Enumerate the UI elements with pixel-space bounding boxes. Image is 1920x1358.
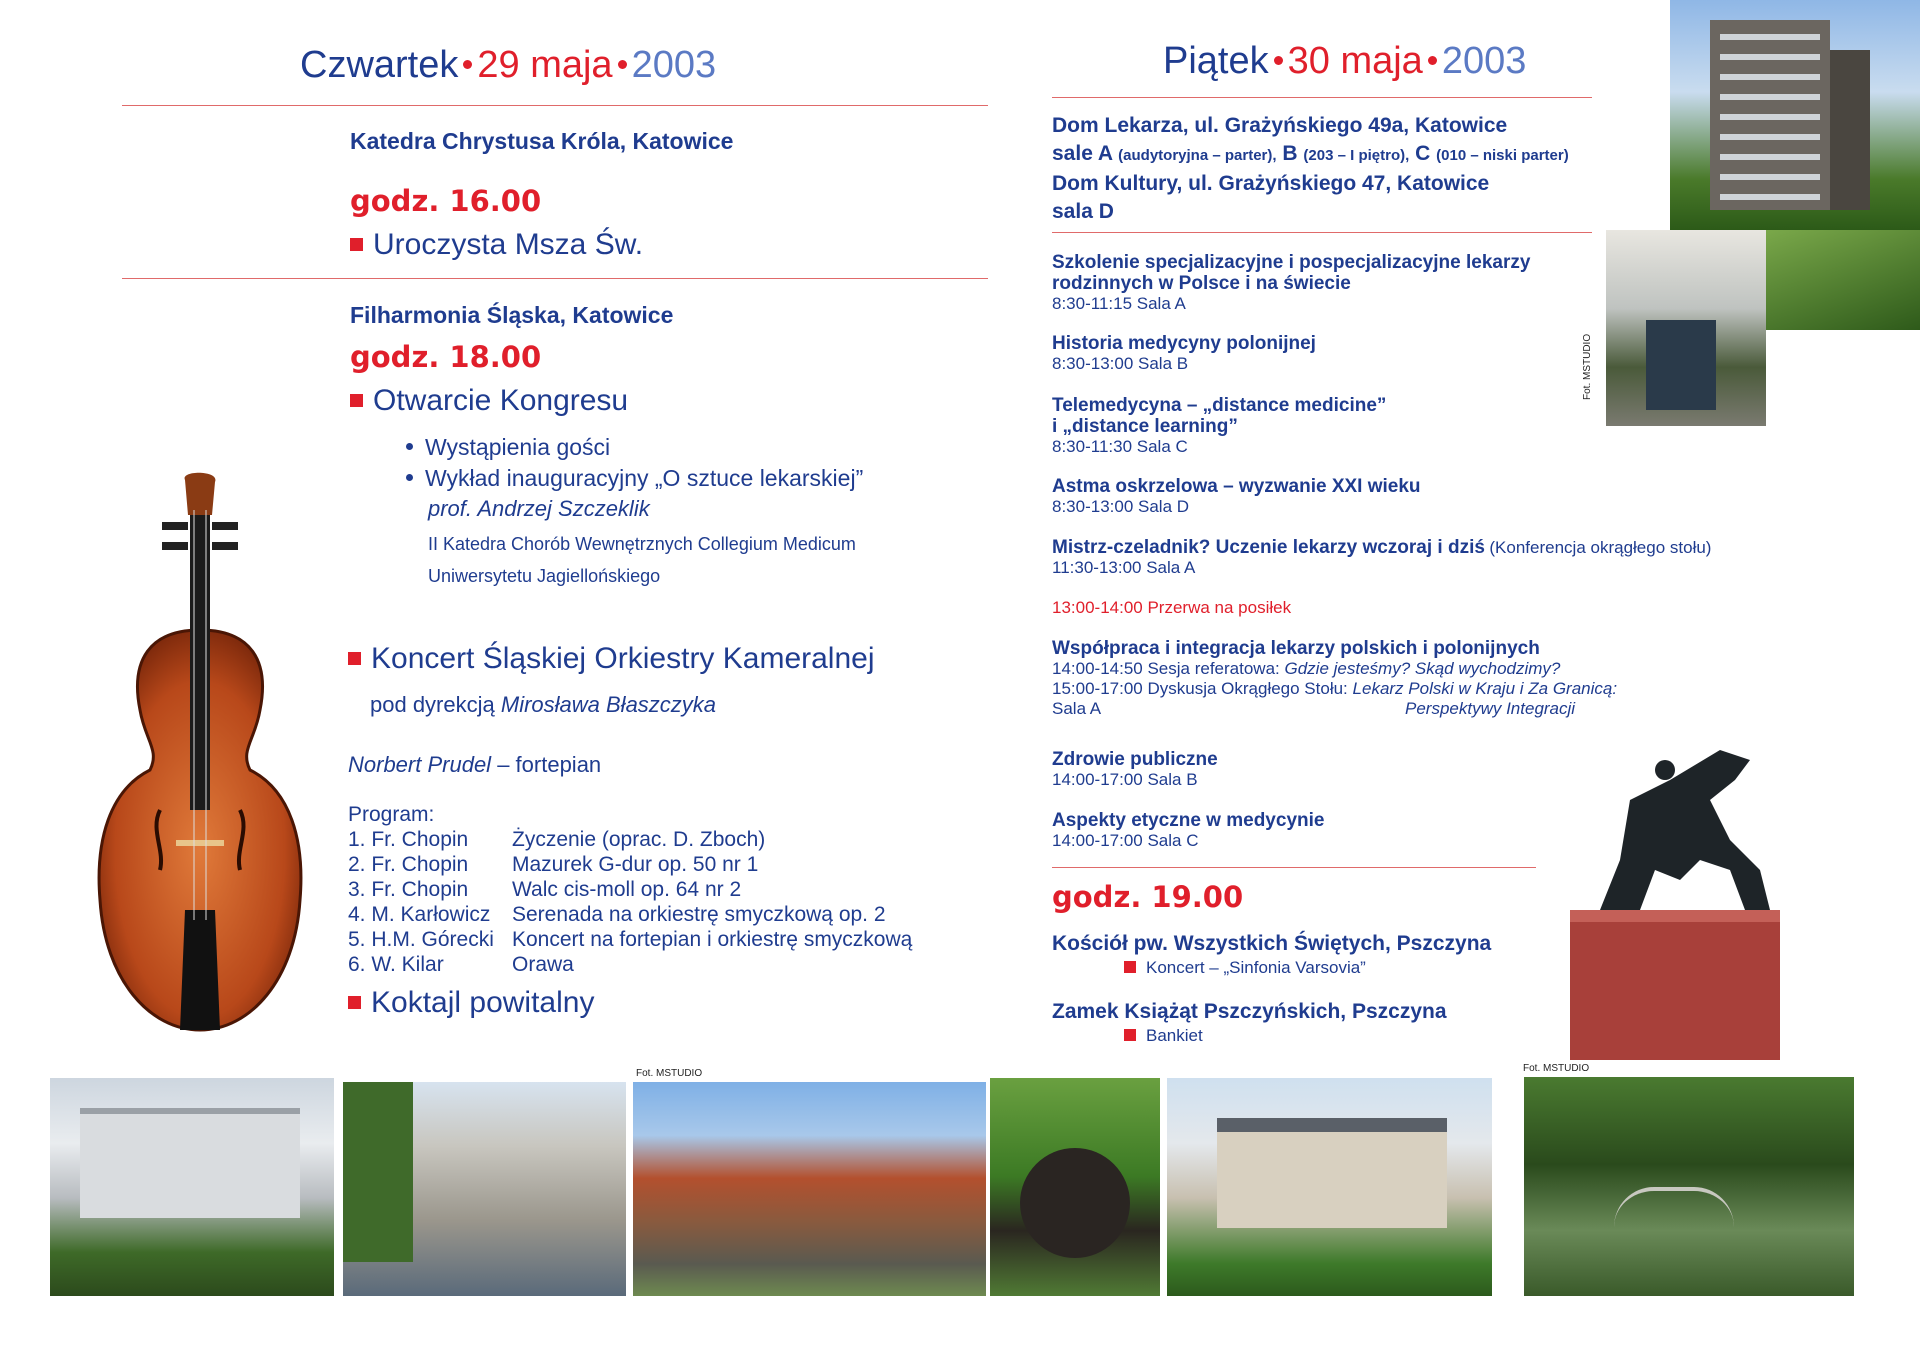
program-composer: 1. Fr. Chopin bbox=[348, 828, 469, 851]
event-cocktail-label: Koktajl powitalny bbox=[371, 986, 595, 1019]
program-composer: 2. Fr. Chopin bbox=[348, 853, 469, 876]
event-mass bbox=[350, 228, 643, 262]
program-composer: 4. M. Karłowicz bbox=[348, 903, 491, 926]
session-mentor: Mistrz-czeladnik? Uczenie lekarzy wczoraj i dziś (Konferencja okrągłego stołu) 11:30-13:00 Sala A bbox=[1052, 537, 1712, 577]
divider bbox=[1052, 867, 1536, 868]
program-work: Walc cis-moll op. 64 nr 2 bbox=[512, 878, 742, 901]
event-opening-label: Otwarcie Kongresu bbox=[373, 384, 629, 417]
session-4: Astma oskrzelowa – wyzwanie XXI wieku 8:30-13:00 Sala D bbox=[1052, 476, 1421, 516]
separator-dot bbox=[1428, 56, 1437, 65]
program-row bbox=[348, 852, 912, 877]
event-concert-label: Koncert Śląskiej Orkiestry Kameralnej bbox=[371, 642, 875, 675]
program-work: Życzenie (oprac. D. Zboch) bbox=[512, 828, 766, 851]
program-row bbox=[348, 902, 912, 927]
venue-church: Kościół pw. Wszystkich Świętych, Pszczyna bbox=[1052, 932, 1492, 955]
program-row bbox=[348, 877, 912, 902]
red-square-icon bbox=[350, 238, 363, 251]
right-date: 30 maja bbox=[1287, 40, 1423, 82]
session-1: Szkolenie specjalizacyjne i pospecjalizacyjne lekarzy rodzinnych w Polsce i na świecie 8:30-11:15 Sala A bbox=[1052, 252, 1531, 313]
program-list bbox=[348, 827, 912, 977]
red-square-icon bbox=[1124, 961, 1136, 973]
venue-line-3: Dom Kultury, ul. Grażyńskiego 47, Katowice bbox=[1052, 172, 1490, 195]
town-hall-photo bbox=[633, 1082, 986, 1296]
divider bbox=[1052, 97, 1592, 98]
program-label: Program: bbox=[348, 803, 435, 826]
opening-bullets bbox=[406, 432, 863, 494]
building-photo bbox=[1670, 0, 1920, 230]
speaker-affiliation-1: II Katedra Chorób Wewnętrznych Collegium Medicum bbox=[428, 534, 856, 554]
concert-soloist: Norbert Prudel – fortepian bbox=[348, 752, 602, 777]
program-work: Serenada na orkiestrę smyczkową op. 2 bbox=[512, 903, 886, 926]
program-row bbox=[348, 827, 912, 852]
castle-photo bbox=[1167, 1078, 1492, 1296]
session-cooperation: Współpraca i integracja lekarzy polskich i polonijnych 14:00-14:50 Sesja referatowa: Gdzie jesteśmy? Skąd wychodzimy? 15:00-17:00 Dyskusja Okrągłego Stołu: Lekarz Polski w Kraju i Za Granicą: Sala A Perspektywy Integracji bbox=[1052, 638, 1618, 718]
separator-dot bbox=[1274, 56, 1283, 65]
venue-line-1: Dom Lekarza, ul. Grażyńskiego 49a, Katowice bbox=[1052, 114, 1508, 137]
time-18: godz. 18.00 bbox=[350, 340, 542, 374]
program-row bbox=[348, 927, 912, 952]
separator-dot bbox=[463, 60, 472, 69]
venue-line-4: sala D bbox=[1052, 200, 1114, 223]
time-19: godz. 19.00 bbox=[1052, 880, 1244, 914]
divider bbox=[122, 278, 988, 279]
greenery-photo bbox=[1766, 230, 1920, 330]
divider bbox=[122, 105, 988, 106]
bullet-icon bbox=[406, 443, 413, 450]
event-cocktail bbox=[348, 986, 594, 1020]
bullet-icon bbox=[406, 474, 413, 481]
program-work: Mazurek G-dur op. 50 nr 1 bbox=[512, 853, 759, 876]
event-concert bbox=[348, 642, 875, 676]
program-composer: 3. Fr. Chopin bbox=[348, 878, 469, 901]
time-16: godz. 16.00 bbox=[350, 184, 542, 218]
venue-line-2: sale A (audytoryjna – parter), B (203 – I piętro), C (010 – niski parter) bbox=[1052, 142, 1569, 165]
red-square-icon bbox=[1124, 1029, 1136, 1041]
red-square-icon bbox=[350, 394, 363, 407]
red-square-icon bbox=[348, 996, 361, 1009]
lunch-break: 13:00-14:00 Przerwa na posiłek bbox=[1052, 598, 1292, 617]
right-year: 2003 bbox=[1441, 40, 1527, 82]
program-row bbox=[348, 952, 912, 977]
photo-credit-bottom-2: Fot. MSTUDIO bbox=[1523, 1063, 1590, 1074]
program-composer: 6. W. Kilar bbox=[348, 953, 444, 976]
photo-credit-bottom-1: Fot. MSTUDIO bbox=[636, 1068, 703, 1079]
left-year: 2003 bbox=[631, 44, 717, 86]
venue-philharmonic: Filharmonia Śląska, Katowice bbox=[350, 302, 674, 328]
session-ethics: Aspekty etyczne w medycynie 14:00-17:00 Sala C bbox=[1052, 810, 1325, 850]
park-photo bbox=[1524, 1077, 1854, 1296]
photo-credit-side: Fot. MSTUDIO bbox=[1582, 333, 1593, 400]
event-banquet: Bankiet bbox=[1124, 1026, 1203, 1046]
program-work: Koncert na fortepian i orkiestrę smyczkową bbox=[512, 928, 913, 951]
speaker-name: prof. Andrzej Szczeklik bbox=[428, 496, 650, 521]
entrance-photo bbox=[1606, 230, 1766, 426]
red-square-icon bbox=[348, 652, 361, 665]
venue-cathedral: Katedra Chrystusa Króla, Katowice bbox=[350, 128, 734, 154]
session-public-health: Zdrowie publiczne 14:00-17:00 Sala B bbox=[1052, 749, 1218, 789]
divider bbox=[1052, 232, 1592, 233]
session-3: Telemedycyna – „distance medicine” i „distance learning” 8:30-11:30 Sala C bbox=[1052, 395, 1387, 456]
program-composer: 5. H.M. Górecki bbox=[348, 928, 494, 951]
event-mass-label: Uroczysta Msza Św. bbox=[373, 228, 644, 261]
silesian-building-photo bbox=[343, 1082, 626, 1296]
event-opening bbox=[350, 384, 628, 418]
left-day-header bbox=[300, 44, 716, 87]
session-2: Historia medycyny polonijnej 8:30-13:00 Sala B bbox=[1052, 333, 1316, 373]
venue-castle: Zamek Książąt Pszczyńskich, Pszczyna bbox=[1052, 1000, 1447, 1023]
right-day: Piątek bbox=[1163, 40, 1269, 82]
separator-dot bbox=[618, 60, 627, 69]
statue-image bbox=[1560, 740, 1810, 1060]
event-church-concert: Koncert – „Sinfonia Varsovia” bbox=[1124, 958, 1366, 978]
venue-block bbox=[1052, 112, 1569, 226]
left-day: Czwartek bbox=[300, 44, 459, 86]
speaker-affiliation-2: Uniwersytetu Jagiellońskiego bbox=[428, 566, 661, 586]
violin-image bbox=[90, 470, 310, 1060]
sculpture-photo bbox=[990, 1078, 1160, 1296]
program-work: Orawa bbox=[512, 953, 574, 976]
philharmonic-hall-photo bbox=[50, 1078, 334, 1296]
bullet-item: Wykład inauguracyjny „O sztuce lekarskiej” bbox=[406, 463, 863, 494]
concert-director: pod dyrekcją Mirosława Błaszczyka bbox=[370, 692, 717, 717]
left-date: 29 maja bbox=[477, 44, 613, 86]
concert-program bbox=[348, 802, 912, 977]
bullet-item: Wystąpienia gości bbox=[406, 432, 863, 463]
right-day-header bbox=[1163, 40, 1526, 83]
